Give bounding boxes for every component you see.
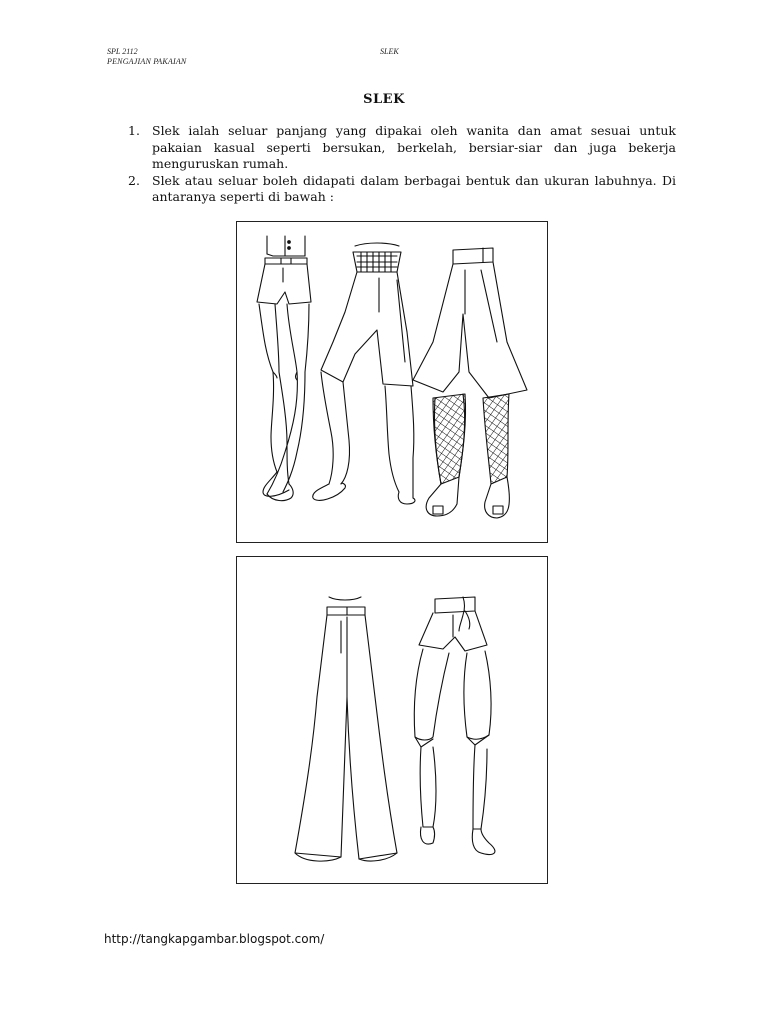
wide-leg-trousers-figure xyxy=(295,597,397,861)
source-url: http://tangkapgambar.blogspot.com/ xyxy=(104,932,325,946)
illustration-frame-bottom xyxy=(236,556,548,884)
illustration-frame-top xyxy=(236,221,548,543)
list-item xyxy=(128,173,676,206)
list-item-text: Slek atau seluar boleh didapati dalam berbagai bentuk dan ukuran labuhnya. Di antaranya seperti di bawah : xyxy=(152,172,676,204)
list-item-number: 1. xyxy=(128,123,140,138)
list-item xyxy=(128,123,676,173)
knee-pants-figure xyxy=(313,243,415,504)
course-name: PENGAJIAN PAKAIAN xyxy=(107,57,187,66)
course-code: SPL 2112 xyxy=(107,47,138,56)
page-title: SLEK xyxy=(363,92,405,107)
definition-list xyxy=(128,123,676,206)
shorts-figure xyxy=(257,236,311,501)
slacks-illustration-shorts-culottes xyxy=(237,222,547,542)
list-item-text: Slek ialah seluar panjang yang dipakai oleh wanita dan amat sesuai untuk pakaian kasual seperti bersukan, berkelah, bersiar-siar dan juga bekerja menguruskan rumah. xyxy=(152,123,676,171)
culottes-figure xyxy=(413,248,527,518)
header-topic: SLEK xyxy=(380,47,399,56)
slacks-illustration-wide-leg-breeches xyxy=(237,557,547,883)
knickerbockers-figure xyxy=(414,597,495,855)
list-item-number: 2. xyxy=(128,172,140,188)
